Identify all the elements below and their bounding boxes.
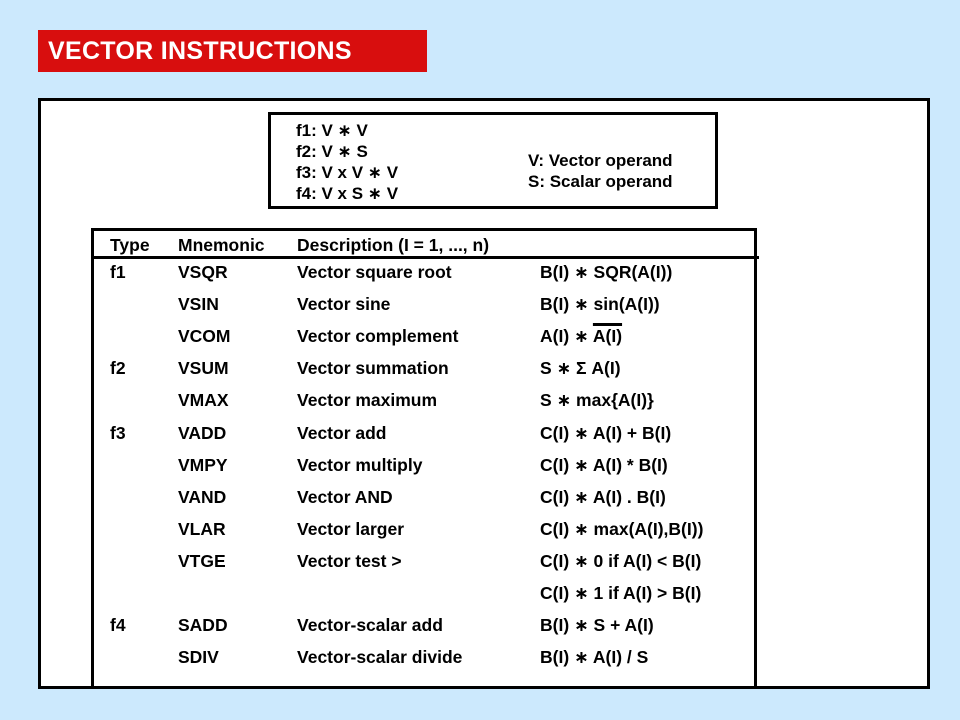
cell-formula: C(I) ∗ 0 if A(I) < B(I) — [540, 551, 702, 571]
cell-type: f2 — [110, 358, 126, 378]
cell-description: Vector square root — [297, 262, 452, 282]
cell-mnemonic: VSQR — [178, 262, 228, 282]
cell-type: f1 — [110, 262, 126, 282]
cell-mnemonic: VMPY — [178, 455, 228, 475]
cell-description: Vector sine — [297, 294, 391, 314]
cell-formula: C(I) ∗ A(I) * B(I) — [540, 455, 668, 475]
header-type: Type — [110, 235, 150, 255]
cell-formula: S ∗ max{A(I)} — [540, 390, 654, 410]
format-f1: f1: V ∗ V — [296, 121, 368, 140]
operand-list — [528, 150, 673, 192]
cell-description: Vector-scalar divide — [297, 647, 463, 667]
cell-mnemonic: VAND — [178, 487, 227, 507]
cell-formula: S ∗ Σ A(I) — [540, 358, 621, 378]
format-f2: f2: V ∗ S — [296, 142, 368, 161]
cell-mnemonic: SDIV — [178, 647, 219, 667]
cell-description: Vector larger — [297, 519, 404, 539]
cell-formula: C(I) ∗ A(I) + B(I) — [540, 423, 672, 443]
header-mnemonic: Mnemonic — [178, 235, 265, 255]
cell-formula: B(I) ∗ S + A(I) — [540, 615, 654, 635]
cell-mnemonic: VSUM — [178, 358, 229, 378]
formula-complement: A(I) — [592, 326, 623, 346]
format-f4: f4: V x S ∗ V — [296, 184, 399, 203]
cell-formula: B(I) ∗ sin(A(I)) — [540, 294, 660, 314]
cell-type: f3 — [110, 423, 126, 443]
cell-mnemonic: VCOM — [178, 326, 231, 346]
cell-mnemonic: VMAX — [178, 390, 229, 410]
cell-mnemonic: VSIN — [178, 294, 219, 314]
cell-mnemonic: SADD — [178, 615, 228, 635]
cell-formula: B(I) ∗ SQR(A(I)) — [540, 262, 673, 282]
cell-description: Vector-scalar add — [297, 615, 443, 635]
format-f3: f3: V x V ∗ V — [296, 163, 399, 182]
cell-mnemonic: VADD — [178, 423, 227, 443]
title-banner — [38, 30, 427, 72]
cell-mnemonic: VTGE — [178, 551, 226, 571]
cell-type: f4 — [110, 615, 126, 635]
cell-description: Vector test > — [297, 551, 402, 571]
cell-formula: C(I) ∗ 1 if A(I) > B(I) — [540, 583, 702, 603]
cell-formula — [540, 325, 622, 347]
operand-scalar: S: Scalar operand — [528, 172, 673, 191]
format-legend — [268, 112, 718, 209]
cell-formula: B(I) ∗ A(I) / S — [540, 647, 649, 667]
cell-description: Vector add — [297, 423, 387, 443]
operand-vector: V: Vector operand — [528, 151, 673, 170]
cell-description: Vector summation — [297, 358, 449, 378]
cell-description: Vector AND — [297, 487, 393, 507]
header-divider — [91, 256, 759, 259]
cell-formula: C(I) ∗ max(A(I),B(I)) — [540, 519, 704, 539]
formula-prefix: A(I) ∗ — [540, 326, 593, 346]
cell-mnemonic: VLAR — [178, 519, 226, 539]
header-description: Description (I = 1, ..., n) — [297, 235, 490, 255]
cell-description: Vector complement — [297, 326, 459, 346]
cell-formula: C(I) ∗ A(I) . B(I) — [540, 487, 666, 507]
page-title: VECTOR INSTRUCTIONS — [48, 36, 352, 65]
cell-description: Vector maximum — [297, 390, 438, 410]
cell-description: Vector multiply — [297, 455, 423, 475]
format-list — [296, 120, 398, 204]
